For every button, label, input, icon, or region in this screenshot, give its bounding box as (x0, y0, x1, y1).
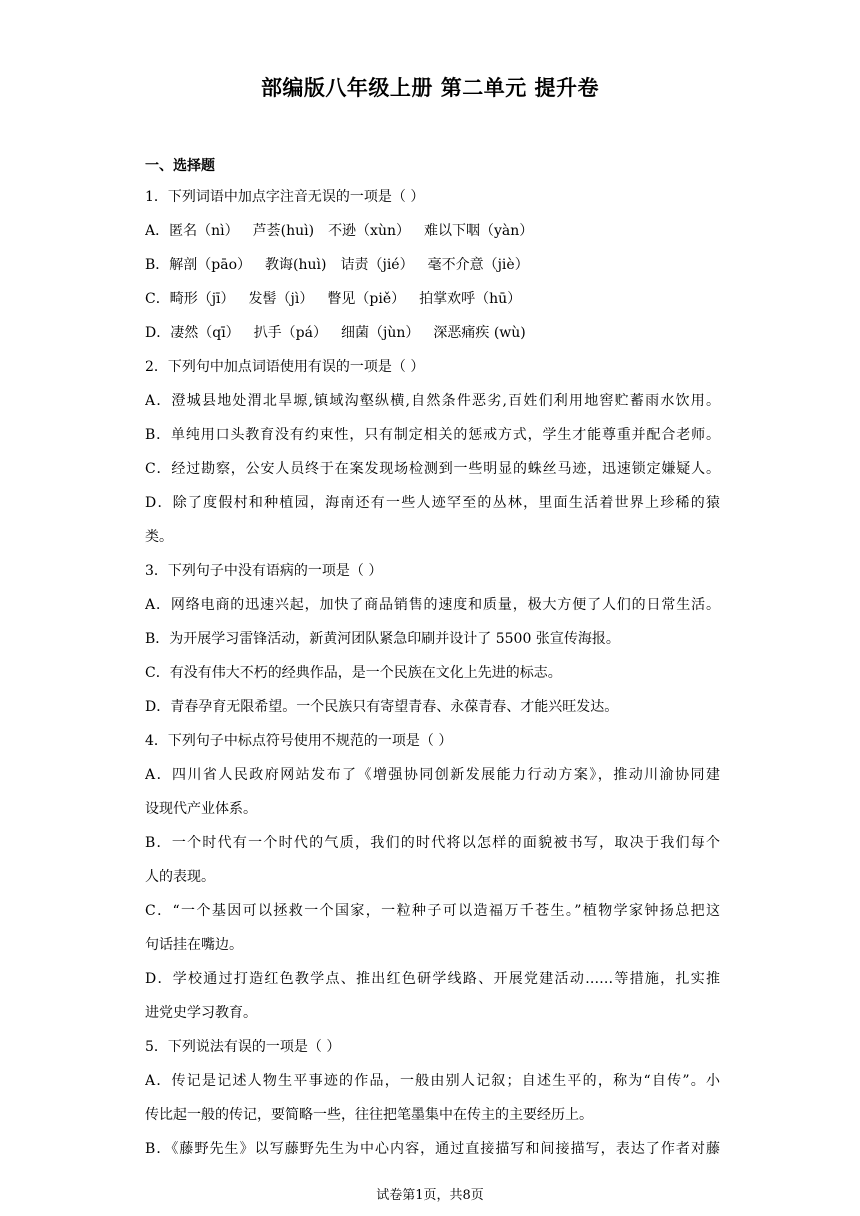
option-label: B． (145, 257, 170, 273)
option-word: 深恶痛疾 (wù) (433, 325, 526, 341)
question-3-stem: 3．下列句子中没有语病的一项是（ ） (145, 563, 383, 579)
option-word: 发髻（jì） (248, 291, 314, 307)
option-word: 匿名（nì） (169, 223, 239, 239)
option-label: A． (145, 223, 170, 239)
page-footer: 试卷第1页，共8页 (376, 1188, 484, 1203)
option-word: 芦荟(huì) (252, 223, 315, 239)
option-word: 凄然（qī） (170, 325, 240, 341)
question-4-option-d-cont: 进党史学习教育。 (145, 1005, 257, 1021)
question-4-stem: 4．下列句子中标点符号使用不规范的一项是（ ） (145, 733, 453, 749)
question-1-option-d (145, 316, 720, 350)
question-4-option-b-cont: 人的表现。 (145, 869, 215, 885)
option-word: 畸形（jī） (169, 291, 235, 307)
question-1-option-c (145, 282, 720, 316)
question-1-stem: 1．下列词语中加点字注音无误的一项是（ ） (145, 189, 425, 205)
question-4-option-c-cont: 句话挂在嘴边。 (145, 937, 243, 953)
question-2-stem: 2．下列句中加点词语使用有误的一项是（ ） (145, 359, 425, 375)
page-title: 部编版八年级上册 第二单元 提升卷 (260, 76, 600, 100)
question-5-stem: 5．下列说法有误的一项是（ ） (145, 1039, 341, 1055)
option-word: 扒手（pá） (253, 325, 327, 341)
question-4-option-a: A．四川省人民政府网站发布了《增强协同创新发展能力行动方案》，推动川渝协同建 (145, 767, 720, 783)
option-word: 拍掌欢呼（hū） (419, 291, 522, 307)
option-word: 诘责（jié） (340, 257, 414, 273)
question-4-option-b: B．一个时代有一个时代的气质，我们的时代将以怎样的面貌被书写，取决于我们每个 (145, 835, 720, 851)
question-3-option-a: A．网络电商的迅速兴起，加快了商品销售的速度和质量，极大方便了人们的日常生活。 (145, 597, 720, 613)
question-2-option-a: A．澄城县地处渭北旱塬,镇域沟壑纵横,自然条件恶劣,百姓们利用地窖贮蓄雨水饮用。 (145, 393, 720, 409)
question-2-option-b: B．单纯用口头教育没有约束性，只有制定相关的惩戒方式，学生才能尊重并配合老师。 (145, 427, 720, 443)
question-1-option-a (145, 214, 720, 248)
question-2-option-d-cont: 类。 (145, 529, 173, 545)
question-5-option-b: B．《藤野先生》以写藤野先生为中心内容，通过直接描写和间接描写，表达了作者对藤 (145, 1141, 720, 1157)
question-5-option-a-cont: 传比起一般的传记，要简略一些，往往把笔墨集中在传主的主要经历上。 (145, 1107, 593, 1123)
section-heading: 一、选择题 (145, 158, 215, 174)
question-4-option-c: C．“一个基因可以拯救一个国家，一粒种子可以造福万千苍生。”植物学家钟扬总把这 (145, 903, 720, 919)
option-word: 难以下咽（yàn） (424, 223, 534, 239)
question-5-option-a: A．传记是记述人物生平事迹的作品，一般由别人记叙；自述生平的，称为“自传”。小 (145, 1073, 720, 1089)
option-word: 细菌（jùn） (341, 325, 420, 341)
question-3-option-b: B．为开展学习雷锋活动，新黄河团队紧急印刷并设计了 5500 张宣传海报。 (145, 631, 620, 647)
option-word: 毫不介意（jiè） (427, 257, 529, 273)
question-2-option-c: C．经过勘察，公安人员终于在案发现场检测到一些明显的蛛丝马迹，迅速锁定嫌疑人。 (145, 461, 720, 477)
question-4-option-a-cont: 设现代产业体系。 (145, 801, 257, 817)
option-label: C． (145, 291, 170, 307)
question-list (145, 152, 720, 1166)
question-2-option-d: D．除了度假村和种植园，海南还有一些人迹罕至的丛林，里面生活着世界上珍稀的猿 (145, 495, 720, 511)
question-1-option-b (145, 248, 720, 282)
option-word: 解剖（pāo） (169, 257, 252, 273)
option-word: 瞥见（piě） (327, 291, 406, 307)
question-3-option-c: C．有没有伟大不朽的经典作品，是一个民族在文化上先进的标志。 (145, 665, 562, 681)
option-word: 教诲(huì) (265, 257, 327, 273)
option-word: 不逊（xùn） (328, 223, 410, 239)
option-label: D． (145, 325, 171, 341)
question-4-option-d: D．学校通过打造红色教学点、推出红色研学线路、开展党建活动……等措施，扎实推 (145, 971, 720, 987)
question-3-option-d: D．青春孕育无限希望。一个民族只有寄望青春、永葆青春、才能兴旺发达。 (145, 699, 619, 715)
